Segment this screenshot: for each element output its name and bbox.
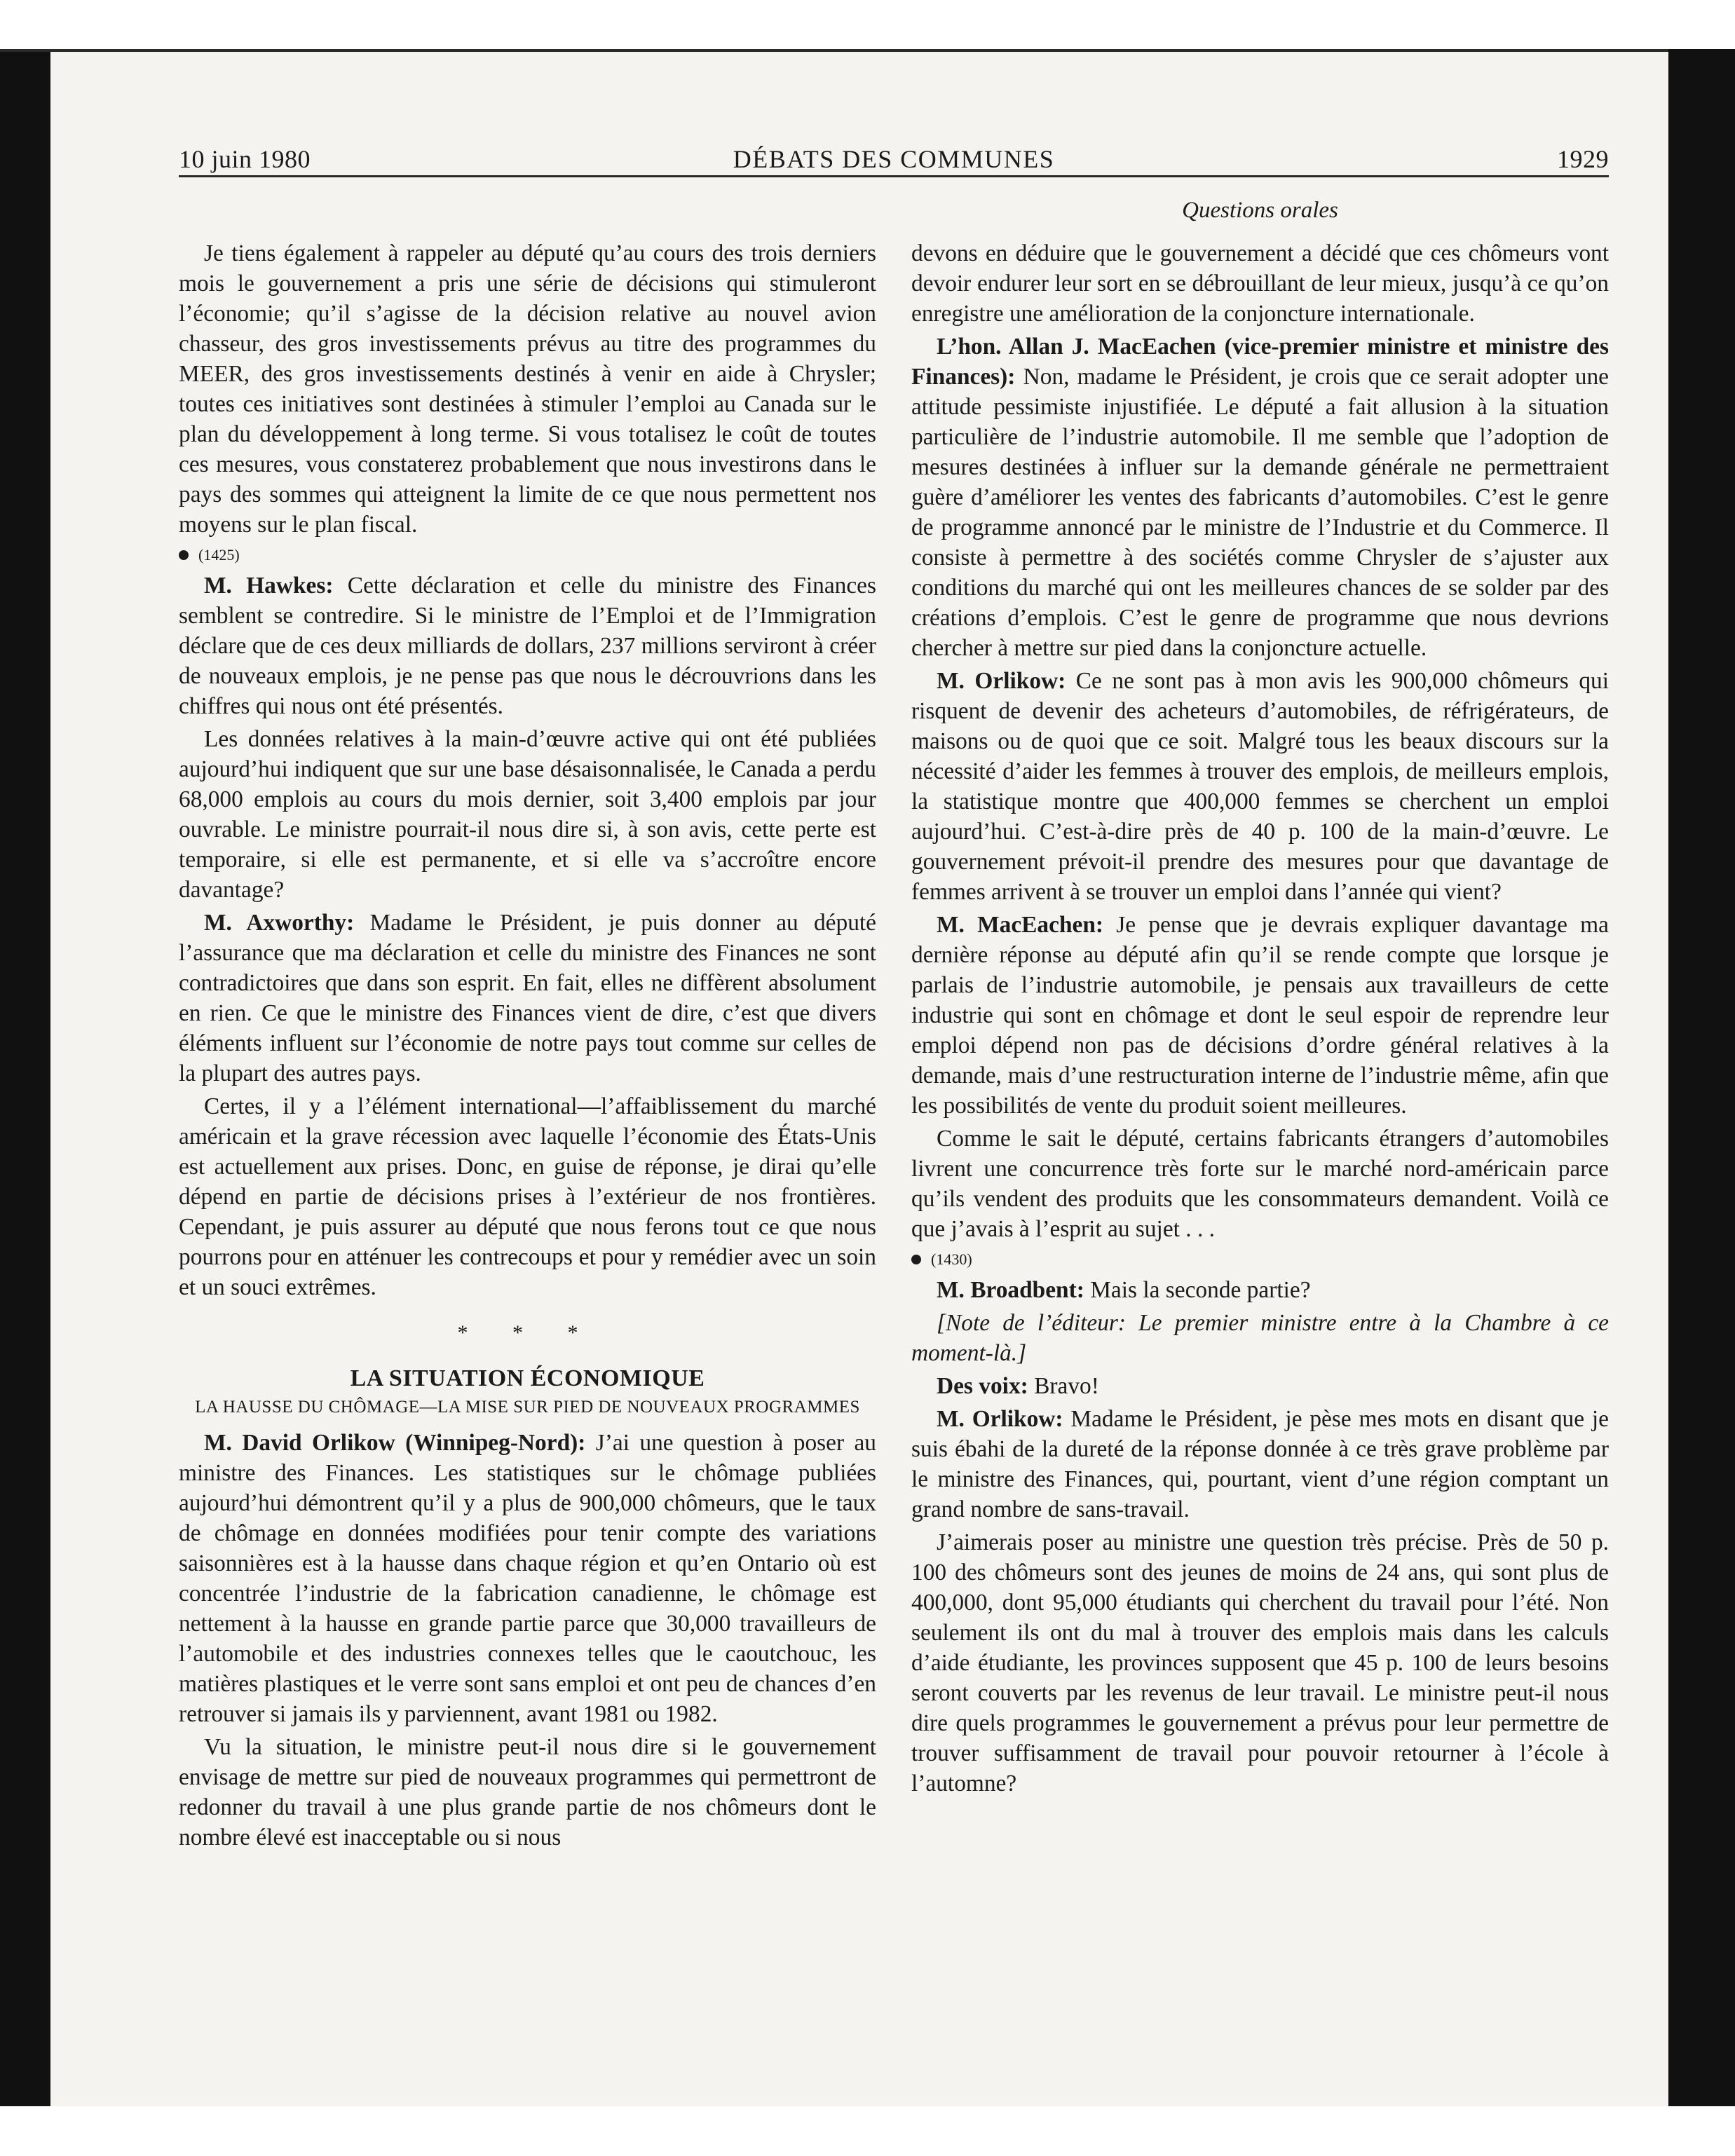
running-head bbox=[179, 144, 1609, 179]
paragraph: Comme le sait le député, certains fabricants étrangers d’automobiles livrent une concurrence très forte sur le marché nord-américain parce qu’ils vendent des produits que les consommateurs demandent. Voilà ce que j’avais à l’esprit au sujet . . . bbox=[911, 1126, 1609, 1242]
speech-text: Mais la seconde partie? bbox=[1084, 1277, 1311, 1303]
time-stamp bbox=[179, 543, 876, 568]
header-date: 10 juin 1980 bbox=[179, 145, 311, 173]
right-column bbox=[911, 238, 1609, 1801]
section-subtitle: LA HAUSSE DU CHÔMAGE—LA MISE SUR PIED DE NOUVEAUX PROGRAMMES bbox=[195, 1398, 860, 1417]
speech-text: Cette déclaration et celle du ministre des Finances semblent se contredire. Si le ministre de l’Emploi et de l’Immigration déclare que de ces deux milliards de dollars, 237 millions serviront à créer de nouveaux emplois, je ne pense pas que nous le décrouvrions dans les chiffres qui nous ont été présentés. bbox=[179, 573, 876, 719]
paragraph bbox=[911, 666, 1609, 907]
paragraph: Certes, il y a l’élément international—l’affaiblissement du marché américain et la grave récession avec laquelle l’économie des États-Unis est actuellement aux prises. Donc, en guise de réponse, je dirai qu’elle dépend en partie de décisions prises à l’extérieur de nos frontières. Cependant, je puis assurer au député que nous ferons tout ce que nous pourrons pour en atténuer les contrecoups et pour y remédier avec un soin et un souci extrêmes. bbox=[179, 1093, 876, 1300]
header-title: DÉBATS DES COMMUNES bbox=[733, 145, 1055, 173]
paragraph bbox=[179, 908, 876, 1089]
header-rule bbox=[179, 175, 1609, 177]
page-number: 1929 bbox=[1557, 145, 1609, 173]
section-separator: * * * bbox=[457, 1321, 598, 1344]
speaker-name: Des voix: bbox=[937, 1373, 1028, 1399]
paragraph: Vu la situation, le ministre peut-il nous dire si le gouvernement envisage de mettre sur pied de nouveaux programmes qui permettront de redonner du travail à une plus grande partie de nos chômeurs dont le nombre élevé est inacceptable ou si nous bbox=[179, 1734, 876, 1850]
paragraph bbox=[179, 571, 876, 721]
time-stamp-label: (1430) bbox=[931, 1250, 972, 1268]
speaker-name: M. Broadbent: bbox=[937, 1277, 1084, 1303]
speech-text: Madame le Président, je pèse mes mots en disant que je suis ébahi de la dureté de la réponse donnée à ce très grave problème par le ministre des Finances, qui, pourtant, vient d’une région comptant un grand nombre de sans-travail. bbox=[911, 1406, 1609, 1522]
editor-note: [Note de l’éditeur: Le premier ministre entre à la Chambre à ce moment-là.] bbox=[911, 1310, 1609, 1366]
paragraph bbox=[179, 1428, 876, 1729]
paragraph bbox=[911, 332, 1609, 663]
paragraph: J’aimerais poser au ministre une question très précise. Près de 50 p. 100 des chômeurs sont des jeunes de moins de 24 ans, qui sont plus de 400,000, dont 95,000 étudiants qui cherchent du travail pour l’été. Non seulement ils ont du mal à trouver des emplois mais dans les calculs d’aide étudiante, les provinces supposent que 45 p. 100 de leurs besoins seront couverts par les revenus de leur travail. Le ministre peut-il nous dire quels programmes le gouvernement a prévus pour leur permettre de trouver suffisamment de travail pour pouvoir retourner à l’école à l’automne? bbox=[911, 1529, 1609, 1796]
paragraph bbox=[911, 1404, 1609, 1524]
speech-text: Bravo! bbox=[1028, 1373, 1099, 1399]
time-stamp bbox=[911, 1247, 1609, 1272]
paragraph: Les données relatives à la main-d’œuvre active qui ont été publiées aujourd’hui indiquent que sur une base désaisonnalisée, le Canada a perdu 68,000 emplois au cours du mois dernier, soit 3,400 emplois par jour ouvrable. Le ministre pourrait-il nous dire si, à son avis, cette perte est temporaire, si elle est permanente, et si elle va s’accroître encore davantage? bbox=[179, 726, 876, 903]
speaker-name: L’hon. Allan J. MacEachen (vice-premier ministre et ministre des Finances): bbox=[911, 334, 1609, 390]
speaker-name: M. Axworthy: bbox=[204, 910, 355, 936]
time-stamp-label: (1425) bbox=[198, 546, 240, 564]
speech-text: Je pense que je devrais expliquer davantage ma dernière réponse au député afin qu’il se rende compte que lorsque je parlais de l’industrie automobile, je pensais aux travailleurs de cette industrie qui sont en chômage et dont le seul espoir de reprendre leur emploi dépend non pas de décisions d’ordre général relatives à la demande, mais d’une restructuration interne de l’industrie même, afin que les possibilités de vente du produit soient meilleures. bbox=[911, 912, 1609, 1119]
bullet-icon bbox=[179, 550, 189, 560]
scan-border-right bbox=[1668, 49, 1735, 2106]
paragraph bbox=[911, 1275, 1609, 1305]
speaker-name: M. Hawkes: bbox=[204, 573, 334, 599]
speech-text: J’ai une question à poser au ministre des Finances. Les statistiques sur le chômage publiées aujourd’hui démontrent qu’il y a plus de 900,000 chômeurs, que le taux de chômage en données modifiées pour tenir compte des variations saisonnières est à la hausse dans chaque région et qu’en Ontario où est concentrée l’industrie de la fabrication canadienne, le chômage est nettement à la hausse en grande partie parce que 30,000 travailleurs de l’automobile et des industries connexes telles que le caoutchouc, les matières plastiques et le verre sont sans emploi et ont peu de chances d’en retrouver si jamais ils y parviennent, avant 1981 ou 1982. bbox=[179, 1430, 876, 1727]
speech-text: Madame le Président, je puis donner au député l’assurance que ma déclaration et celle du ministre des Finances ne sont contradictoires que dans son esprit. En fait, elles ne diffèrent absolument en rien. Ce que le ministre des Finances vient de dire, c’est que divers éléments influent sur l’économie de notre pays tout comme sur celles de la plupart des autres pays. bbox=[179, 910, 876, 1086]
paragraph: devons en déduire que le gouvernement a décidé que ces chômeurs vont devoir endurer leur sort en se débrouillant de leur mieux, jusqu’à ce qu’on enregistre une amélioration de la conjoncture internationale. bbox=[911, 240, 1609, 327]
paragraph bbox=[911, 910, 1609, 1121]
section-title: LA SITUATION ÉCONOMIQUE bbox=[350, 1365, 705, 1391]
left-column bbox=[179, 238, 876, 1855]
bullet-icon bbox=[911, 1255, 921, 1264]
section-tag: Questions orales bbox=[1182, 198, 1338, 223]
paragraph bbox=[911, 1371, 1609, 1401]
speaker-name: M. Orlikow: bbox=[937, 1406, 1063, 1432]
scan-border-left bbox=[0, 49, 50, 2106]
speech-text: Non, madame le Président, je crois que ce serait adopter une attitude pessimiste injustifiée. Le député a fait allusion à la situation particulière de l’industrie automobile. Il me semble que l’adoption de mesures destinées à influer sur la demande générale ne permettraient guère d’améliorer les ventes des fabricants d’automobiles. C’est le genre de programme annoncé par le ministre de l’Industrie et du Commerce. Il consiste à permettre à des sociétés comme Chrysler de s’ajuster aux conditions du marché qui ont les meilleures chances de se solder par des créations d’emplois. C’est le genre de programme que nous devrions chercher à mettre sur pied dans la conjoncture actuelle. bbox=[911, 364, 1609, 661]
speech-text: Ce ne sont pas à mon avis les 900,000 chômeurs qui risquent de devenir des acheteurs d’automobiles, de réfrigérateurs, de maisons ou de quoi que ce soit. Malgré tous les beaux discours sur la nécessité d’aider les femmes à trouver des emplois, de meilleurs emplois, la statistique montre que 400,000 femmes se cherchent un emploi aujourd’hui. C’est-à-dire près de 40 p. 100 de la main-d’œuvre. Le gouvernement prévoit-il prendre des mesures pour que davantage de femmes arrivent à se trouver un emploi dans l’année qui vient? bbox=[911, 668, 1609, 905]
speaker-name: M. David Orlikow (Winnipeg-Nord): bbox=[204, 1430, 586, 1456]
speaker-name: M. MacEachen: bbox=[937, 912, 1104, 938]
paragraph: Je tiens également à rappeler au député qu’au cours des trois derniers mois le gouvernement a pris une série de décisions qui stimuleront l’économie; qu’il s’agisse de la décision relative au nouvel avion chasseur, des gros investissements prévus au titre des programmes du MEER, des gros investissements destinés à venir en aide à Chrysler; toutes ces initiatives sont destinées à stimuler l’emploi au Canada sur le plan du développement à long terme. Si vous totalisez le coût de toutes ces mesures, vous constaterez probablement que nous investirons dans le pays des sommes qui atteignent la limite de ce que nous permettent nos moyens sur le plan fiscal. bbox=[179, 240, 876, 538]
speaker-name: M. Orlikow: bbox=[937, 668, 1066, 694]
